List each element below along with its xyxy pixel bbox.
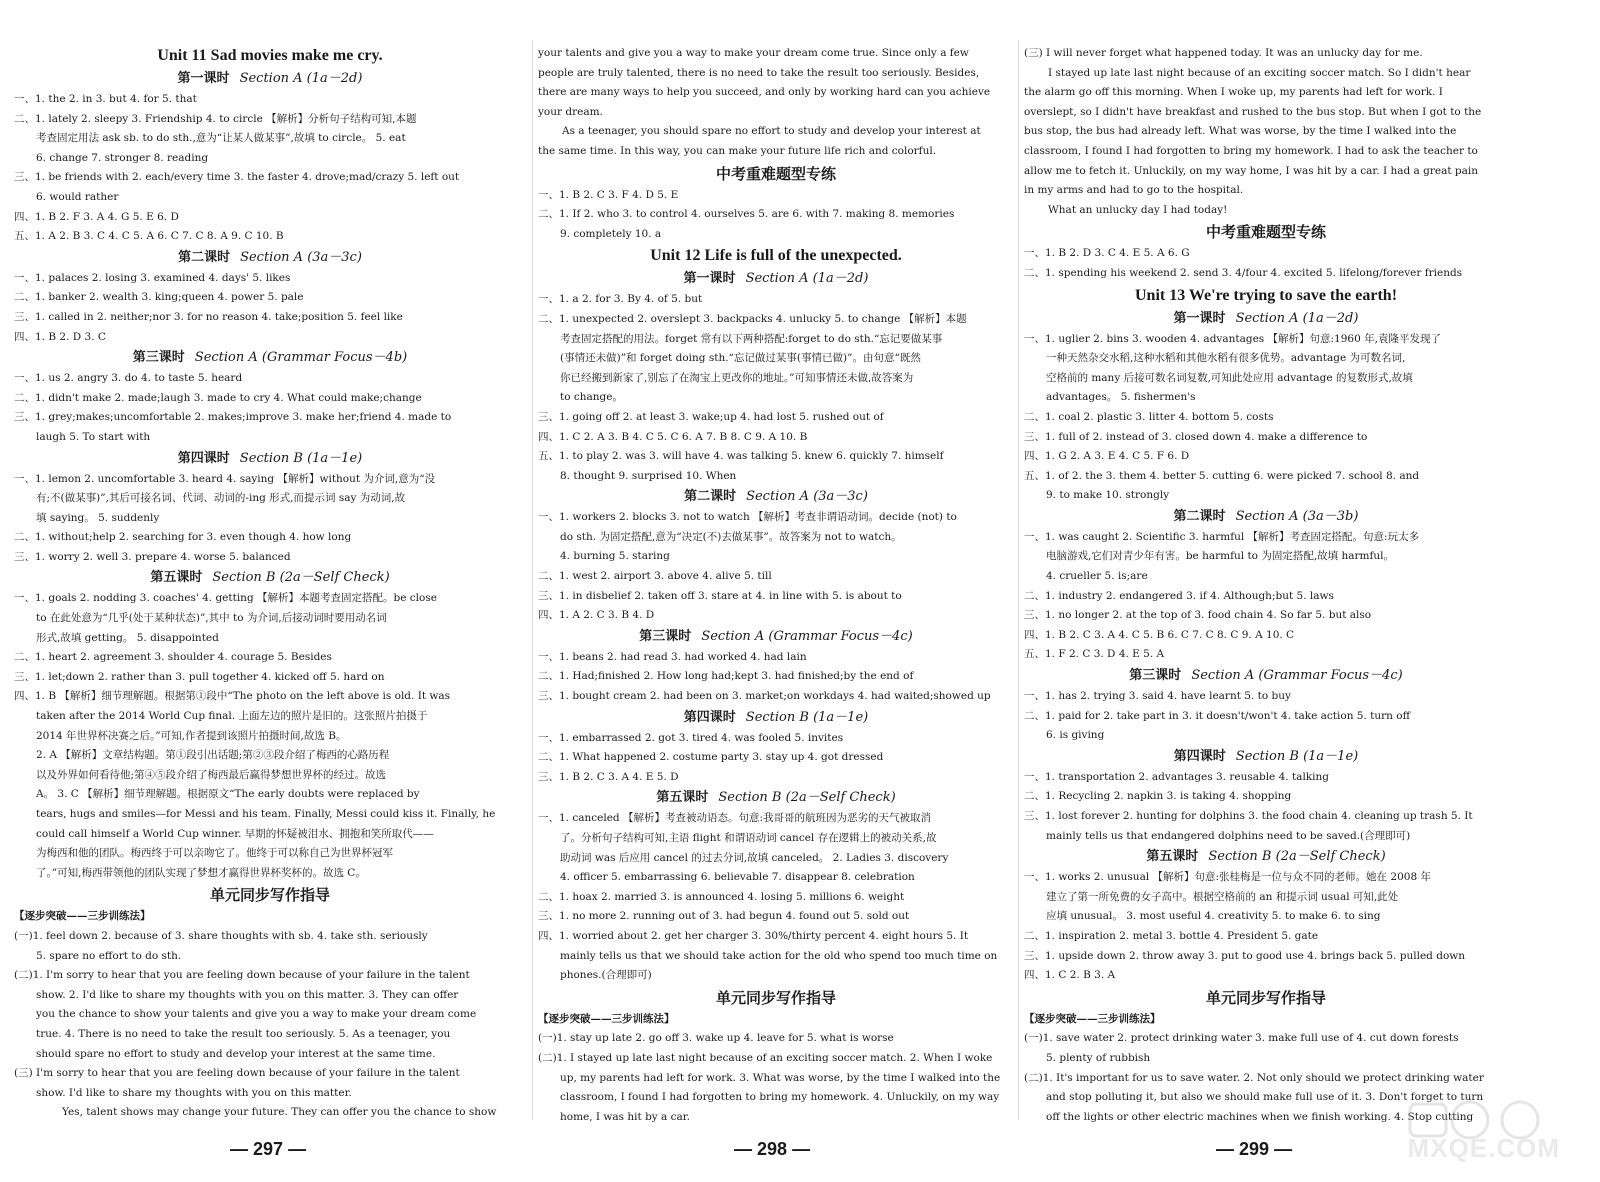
answer-line-continued: to change。 [560,391,623,404]
section-heading: 单元同步写作指导 [1205,988,1326,1007]
lesson-section: Section B (1a－1e) [745,709,869,725]
lesson-section: Section A (1a－2d) [745,271,869,287]
answer-line: 三、1. in disbelief 2. taken off 3. stare at 4. in line with 5. is about to [538,589,902,602]
answer-line: 二、1. without;help 2. searching for 3. even though 4. how long [14,531,352,544]
answer-line-continued: should spare no effort to study and develop your interest at the same time. [36,1047,436,1060]
lesson-heading [538,626,1014,648]
lesson-heading [1024,846,1508,868]
lesson-heading [538,268,1014,290]
answer-line: 三、1. B 2. C 3. A 4. E 5. D [538,770,679,783]
answer-line-continued: 助动词 was 后应用 cancel 的过去分词,故填 canceled。 2. Ladies 3. discovery [560,851,949,864]
answer-line: 二、1. heart 2. agreement 3. shoulder 4. courage 5. Besides [14,651,332,664]
answer-line-continued: 空格前的 many 后接可数名词复数,可知此处应用 advantage 的复数形式,故填 [1046,371,1413,384]
answer-line: 二、1. What happened 2. costume party 3. stay up 4. got dressed [538,751,884,764]
answer-line: 三、1. lost forever 2. hunting for dolphins 3. the food chain 4. cleaning up trash 5. It [1024,810,1473,822]
lesson-title: 第一课时 [1173,310,1226,326]
answer-line: 三、1. upside down 2. throw away 3. put to good use 4. brings back 5. pulled down [1024,949,1466,962]
training-tag: 【逐步突破——三步训练法】 [14,910,151,923]
answer-line: 三、1. be friends with 2. each/every time 3. the faster 4. drove;mad/crazy 5. left out [14,171,460,184]
lesson-section: Section B (2a－Self Check) [1208,849,1386,865]
answer-line-continued: 有;不(做某事)”,其后可接名词、代词、动词的-ing 形式,而提示词 say 为动词,故 [36,492,406,505]
answer-line: 一、1. goals 2. nodding 3. coaches' 4. getting 【解析】本题考查固定搭配。be close [14,592,437,605]
answer-line-continued: true. 4. There is no need to take the result too seriously. 5. As a teenager, you [36,1027,451,1040]
answer-line-continued: 以及外界如何看待他;第④⑤段介绍了梅西最后赢得梦想世界杯的经过。故选 [36,768,387,781]
answer-line-continued: 考查固定搭配的用法。forget 常有以下两种搭配:forget to do sth.“忘记要做某事 [560,332,943,345]
watermark-text: MXQE.COM [1407,1133,1560,1163]
answer-line: 二、1. inspiration 2. metal 3. bottle 4. President 5. gate [1024,929,1319,942]
lesson-section: Section B (1a－1e) [1235,748,1359,764]
answer-line: 二、1. Recycling 2. napkin 3. is taking 4. shopping [1024,790,1292,803]
answer-line: 三、1. bought cream 2. had been on 3. market;on workdays 4. had waited;showed up [538,690,991,703]
answer-line: 三、1. full of 2. instead of 3. closed down 4. make a difference to [1024,430,1368,443]
answer-line: 二、1. coal 2. plastic 3. litter 4. bottom 5. costs [1024,410,1274,423]
answer-line-continued: 了。分析句子结构可知,主语 flight 和谓语动词 cancel 存在逻辑上的被动关系,故 [560,832,937,844]
lesson-title: 第二课时 [178,249,231,265]
lesson-title: 第四课时 [177,450,230,466]
answer-line-continued: 6. is giving [1046,729,1105,742]
lesson-heading [538,707,1014,729]
answer-line: 四、1. B 2. C 3. A 4. C 5. B 6. C 7. C 8. C 9. A 10. C [1024,628,1295,641]
answer-line-continued: show. 2. I'd like to share my thoughts with you on this matter. 3. They can offer [36,988,459,1001]
column-divider [532,40,533,1120]
training-tag: 【逐步突破——三步训练法】 [1024,1012,1161,1025]
answer-line-continued: advantages。 5. fishermen's [1046,391,1196,404]
answer-line: 三、1. called in 2. neither;nor 3. for no reason 4. take;position 5. feel like [14,310,403,323]
lesson-title: 第一课时 [683,271,736,287]
lesson-heading [1024,308,1508,330]
lesson-section: Section B (2a－Self Check) [212,570,390,586]
answer-line: 二、1. Had;finished 2. How long had;kept 3. had finished;by the end of [538,670,914,683]
answer-line: allow me to fetch it. Unluckily, on my way home, I was hit by a car. I had a great pain [1024,164,1479,177]
paragraph-line: As a teenager, you should spare no effort to study and develop your interest at [562,125,981,138]
answer-line-continued: 建立了第一所免费的女子高中。根据空格前的 an 和提示词 usual 可知,此处 [1046,890,1399,903]
unit-title: Unit 12 Life is full of the unexpected. [650,247,902,265]
answer-line: 二、1. spending his weekend 2. send 3. 4/four 4. excited 5. lifelong/forever friends [1024,266,1463,279]
lesson-section: Section A (Grammar Focus－4c) [701,628,913,644]
answer-line: 五、1. of 2. the 3. them 4. better 5. cutting 6. were picked 7. school 8. and [1024,469,1420,482]
answer-line-continued: mainly tells us that we should take action for the old who spend too much time on [560,949,998,962]
answer-line-continued: 形式,故填 getting。 5. disappointed [36,631,219,644]
answer-line: there are many ways to help you succeed, and only by working hard can you achieve [538,86,991,99]
lesson-title: 第二课时 [1173,508,1226,524]
lesson-section: Section A (Grammar Focus－4b) [194,350,408,366]
answer-line-continued: 你已经搬到新家了,别忘了在淘宝上更改你的地址。”可知事情还未做,故答案为 [560,371,914,384]
answer-line: bus stop, the bus had already left. What was worse, by the time I walked into the [1024,125,1457,138]
answer-line: the alarm go off this morning. When I woke up, my parents had left for work. I [1024,86,1443,99]
answer-line-continued: to 在此处意为“几乎(处于某种状态)”,其中 to 为介词,后接动词时要用动名词 [36,612,387,625]
lesson-heading [1024,746,1508,768]
answer-line-continued: and stop polluting it, but also we should make full use of it. 3. Don't forget to turn [1046,1091,1484,1104]
paragraph-line: I stayed up late last night because of an exciting soccer match. So I didn't hear [1048,66,1471,79]
answer-line: 四、1. B 2. D 3. C [14,330,106,343]
paragraph-line: Yes, talent shows may change your future. They can offer you the chance to show [62,1106,497,1119]
answer-line-continued: 了。”可知,梅西带领他的团队实现了梦想才赢得世界杯奖杯的。故选 C。 [36,866,366,879]
lesson-heading [14,448,526,470]
answer-line-continued: mainly tells us that endangered dolphins need to be saved.(合理即可) [1046,829,1411,842]
answer-line-continued: 一种天然杂交水稻,这种水稻和其他水稻有很多优势。advantage 为可数名词, [1046,352,1406,365]
section-heading: 中考重难题型专练 [715,164,836,183]
lesson-section: Section A (1a－2d) [1235,310,1359,326]
answer-line: 四、1. A 2. C 3. B 4. D [538,609,655,622]
answer-line: 二、1. paid for 2. take part in 3. it doesn't/won't 4. take action 5. turn off [1024,709,1411,722]
answer-line: overslept, so I didn't have breakfast and rushed to the bus stop. But when I got to the [1024,105,1482,118]
answer-line: 三、1. no more 2. running out of 3. had begun 4. found out 5. sold out [538,910,910,923]
answer-line: people are truly talented, there is no need to take the result too seriously. Besides, [538,66,980,79]
lesson-title: 第五课时 [1146,849,1199,865]
page-299 [1024,0,1508,1182]
answer-line: (二)1. It's important for us to save water. 2. Not only should we protect drinking water [1024,1071,1484,1084]
answer-line-continued: A。 3. C 【解析】细节理解题。根据原文“The early doubts were replaced by [36,788,420,801]
column-divider [1018,40,1019,1120]
answer-line: 四、1. worried about 2. get her charger 3. 30%/thirty percent 4. eight hours 5. It [538,929,969,942]
answer-line: 一、1. embarrassed 2. got 3. tired 4. was fooled 5. invites [538,731,844,744]
answer-line: 一、1. B 2. D 3. C 4. E 5. A 6. G [1024,247,1190,260]
answer-line: 五、1. to play 2. was 3. will have 4. was talking 5. knew 6. quickly 7. himself [538,450,944,463]
answer-line: 一、1. transportation 2. advantages 3. reusable 4. talking [1024,770,1330,783]
page-298-content [538,44,1014,1127]
answer-line-continued: 9. completely 10. a [560,227,662,240]
lesson-title: 第三课时 [132,350,185,366]
answer-line: your dream. [538,105,603,118]
answer-line-continued: up, my parents had left for work. 3. What was worse, by the time I walked into the [560,1071,1001,1084]
training-tag: 【逐步突破——三步训练法】 [538,1012,675,1025]
paragraph-line: What an unlucky day I had today! [1048,203,1228,216]
answer-line: (二)1. I'm sorry to hear that you are feeling down because of your failure in the talent [14,969,470,982]
answer-line: (三) I will never forget what happened today. It was an unlucky day for me. [1024,47,1423,59]
answer-line: 一、1. has 2. trying 3. said 4. have learnt 5. to buy [1024,690,1291,703]
answer-line-continued: home, I was hit by a car. [560,1110,690,1123]
answer-line: 五、1. F 2. C 3. D 4. E 5. A [1024,648,1165,661]
answer-line-continued: 4. officer 5. embarrassing 6. believable 7. disappear 8. celebration [560,871,915,884]
answer-line-continued: 为梅西和他的团队。梅西终于可以亲吻它了。他终于可以称自己为世界杯冠军 [36,847,393,860]
page-number-299: — 299 — [1216,1139,1293,1159]
answer-line-continued: 电脑游戏,它们对青少年有害。be harmful to 为固定搭配,故填 harmful。 [1046,550,1395,563]
lesson-heading [1024,665,1508,687]
answer-line: 三、1. no longer 2. at the top of 3. food chain 4. So far 5. but also [1024,609,1372,622]
lesson-title: 第五课时 [150,570,203,586]
answer-line: 二、1. lately 2. sleepy 3. Friendship 4. to circle 【解析】分析句子结构可知,本题 [14,112,417,125]
lesson-section: Section A (3a－3c) [746,489,868,505]
answer-line: 二、1. hoax 2. married 3. is announced 4. losing 5. millions 6. weight [538,890,905,903]
answer-line: 一、1. palaces 2. losing 3. examined 4. days' 5. likes [14,271,291,284]
unit-title: Unit 13 We're trying to save the earth! [1134,286,1398,304]
lesson-heading [14,247,526,269]
answer-line: 四、1. G 2. A 3. E 4. C 5. F 6. D [1024,450,1190,463]
answer-line-continued: tears, hugs and smiles—for Messi and his team. Finally, Messi could kiss it. Finally, he [36,808,496,820]
answer-line: 二、1. didn't make 2. made;laugh 3. made to cry 4. What could make;change [14,391,422,404]
page-297-content [14,44,526,1123]
answer-line: 一、1. B 2. C 3. F 4. D 5. E [538,188,679,201]
lesson-title: 第一课时 [177,71,230,86]
answer-line: your talents and give you a way to make your dream come true. Since only a few [538,47,969,59]
answer-line-continued: show. I'd like to share my thoughts with you on this matter. [36,1086,352,1099]
answer-line: 二、1. unexpected 2. overslept 3. backpacks 4. unlucky 5. to change 【解析】本题 [538,312,967,325]
answer-line-continued: 6. would rather [36,190,119,203]
page-297 [14,0,526,1182]
lesson-section: Section A (3a－3c) [240,249,362,265]
answer-line: 一、1. canceled 【解析】考查被动语态。句意:我哥哥的航班因为恶劣的天气被取消 [538,812,932,825]
answer-line: 二、1. banker 2. wealth 3. king;queen 4. power 5. pale [14,291,304,304]
answer-line: 二、1. west 2. airport 3. above 4. alive 5. till [538,570,772,583]
lesson-title: 第四课时 [1173,748,1226,764]
lesson-section: Section A (1a－2d) [239,71,363,86]
answer-line: 一、1. uglier 2. bins 3. wooden 4. advantages 【解析】句意:1960 年,袁隆平发现了 [1024,332,1441,345]
answer-line: 三、1. grey;makes;uncomfortable 2. makes;improve 3. make her;friend 4. made to [14,411,452,424]
watermark-logo [1320,1094,1560,1164]
answer-line: 三、1. let;down 2. rather than 3. pull together 4. kicked off 5. hard on [14,670,385,683]
answer-line: (一)1. save water 2. protect drinking water 3. make full use of 4. cut down forests [1024,1032,1459,1045]
answer-line: 一、1. a 2. for 3. By 4. of 5. but [538,293,703,306]
lesson-title: 第三课时 [1129,668,1182,684]
lesson-section: Section A (3a－3b) [1235,508,1359,524]
answer-line-continued: could call himself a World Cup winner. 早期的怀疑被泪水、拥抱和笑所取代—— [36,827,434,840]
answer-line: 一、1. lemon 2. uncomfortable 3. heard 4. saying 【解析】without 为介词,意为“没 [14,472,436,485]
answer-line: 四、1. B 【解析】细节理解题。根据第①段中“The photo on the left above is old. It was [14,690,451,703]
section-heading: 中考重难题型专练 [1205,223,1326,242]
answer-line-continued: laugh 5. To start with [36,430,151,443]
answer-line: (二)1. I stayed up late last night because of an exciting soccer match. 2. When I woke [538,1051,993,1064]
answer-line: 一、1. workers 2. blocks 3. not to watch 【解析】考查非谓语动词。decide (not) to [538,511,957,524]
lesson-heading [14,68,526,90]
answer-line: 一、1. beans 2. had read 3. had worked 4. had lain [538,650,807,663]
lesson-heading [14,347,526,369]
answer-line: 四、1. B 2. F 3. A 4. G 5. E 6. D [14,210,179,223]
section-heading: 单元同步写作指导 [715,988,836,1007]
answer-line-continued: 4. burning 5. staring [560,550,670,563]
answer-line: 三、1. going off 2. at least 3. wake;up 4. had lost 5. rushed out of [538,410,884,423]
answer-line: in my arms and had to go to the hospital. [1024,184,1244,197]
lesson-heading [14,567,526,589]
answer-line: 一、1. was caught 2. Scientific 3. harmful 【解析】考查固定搭配。句意:玩太多 [1024,530,1420,543]
answer-line-continued: phones.(合理即可) [560,969,652,982]
page-number-297: — 297 — [230,1139,307,1159]
answer-line-continued: 8. thought 9. surprised 10. When [560,469,737,482]
answer-line-continued: do sth. 为固定搭配,意为“决定(不)去做某事”。故答案为 not to watch。 [560,530,902,543]
lesson-title: 第五课时 [656,790,709,806]
lesson-title: 第三课时 [639,628,692,644]
answer-line: (一)1. feel down 2. because of 3. share thoughts with sb. 4. take sth. seriously [14,929,428,942]
answer-line: 三、1. worry 2. well 3. prepare 4. worse 5. balanced [14,550,291,563]
answer-line: (三) I'm sorry to hear that you are feeling down because of your failure in the talent [14,1067,460,1080]
answer-line-continued: 考查固定用法 ask sb. to do sth.,意为“让某人做某事”,故填 to circle。 5. eat [36,132,406,145]
answer-line-continued: 2. A 【解析】文章结构题。第①段引出话题;第②③段介绍了梅西的心路历程 [36,749,390,762]
answer-line: 四、1. C 2. A 3. B 4. C 5. C 6. A 7. B 8. C 9. A 10. B [538,430,808,443]
answer-line: 一、1. the 2. in 3. but 4. for 5. that [14,93,197,105]
lesson-title: 第二课时 [684,489,737,505]
answer-line-continued: 9. to make 10. strongly [1046,489,1170,502]
answer-line: 五、1. A 2. B 3. C 4. C 5. A 6. C 7. C 8. A 9. C 10. B [14,230,284,243]
answer-line-continued: 应填 unusual。 3. most useful 4. creativity 5. to make 6. to sing [1046,910,1381,923]
lesson-section: Section A (Grammar Focus－4c) [1191,668,1403,684]
lesson-section: Section B (2a－Self Check) [718,790,896,806]
answer-line-continued: 5. spare no effort to do sth. [36,949,182,962]
answer-line: 四、1. C 2. B 3. A [1024,969,1116,982]
lesson-heading [538,787,1014,809]
lesson-section: Section B (1a－1e) [239,450,363,466]
answer-line: 二、1. industry 2. endangered 3. if 4. Although;but 5. laws [1024,589,1334,602]
answer-line: 一、1. us 2. angry 3. do 4. to taste 5. heard [14,372,243,385]
answer-line-continued: 5. plenty of rubbish [1046,1051,1151,1064]
answer-line: 一、1. works 2. unusual 【解析】句意:张桂梅是一位与众不同的老师。她在 2008 年 [1024,871,1431,884]
answer-line: classroom, I found I had forgotten to bring my homework. I had to ask the teacher to [1024,144,1478,157]
page-298 [538,0,1014,1182]
answer-line-continued: you the chance to show your talents and give you a way to make your dream come [36,1008,477,1021]
answer-line: 二、1. If 2. who 3. to control 4. ourselves 5. are 6. with 7. making 8. memories [538,208,955,221]
lesson-heading [538,486,1014,508]
answer-line-continued: off the lights or other electric machines when we finish working. 4. Stop cutting [1046,1110,1474,1123]
page-number-298: — 298 — [734,1139,811,1159]
lesson-heading [1024,506,1508,528]
answer-line: the same time. In this way, you can make your future life rich and colorful. [538,144,937,157]
answer-line-continued: classroom, I found I had forgotten to bring my homework. 4. Unluckily, on my way [560,1091,1000,1104]
answer-line-continued: (事情还未做)”和 forget doing sth.“忘记做过某事(事情已做)”。由句意“既然 [560,352,921,365]
answer-line-continued: 6. change 7. stronger 8. reading [36,151,209,164]
page-299-content [1024,44,1508,1127]
answer-line-continued: taken after the 2014 World Cup final. 上面左边的照片是旧的。这张照片拍摄于 [36,710,428,723]
answer-line: (一)1. stay up late 2. go off 3. wake up 4. leave for 5. what is worse [538,1032,894,1045]
lesson-title: 第四课时 [683,709,736,725]
answer-line-continued: 填 saying。 5. suddenly [36,511,160,524]
answer-line-continued: 2014 年世界杯决赛之后。”可知,作者提到该照片拍摄时间,故选 B。 [36,729,347,742]
section-heading: 单元同步写作指导 [209,886,330,905]
answer-line-continued: 4. crueller 5. is;are [1046,570,1148,583]
unit-title: Unit 11 Sad movies make me cry. [157,47,383,64]
